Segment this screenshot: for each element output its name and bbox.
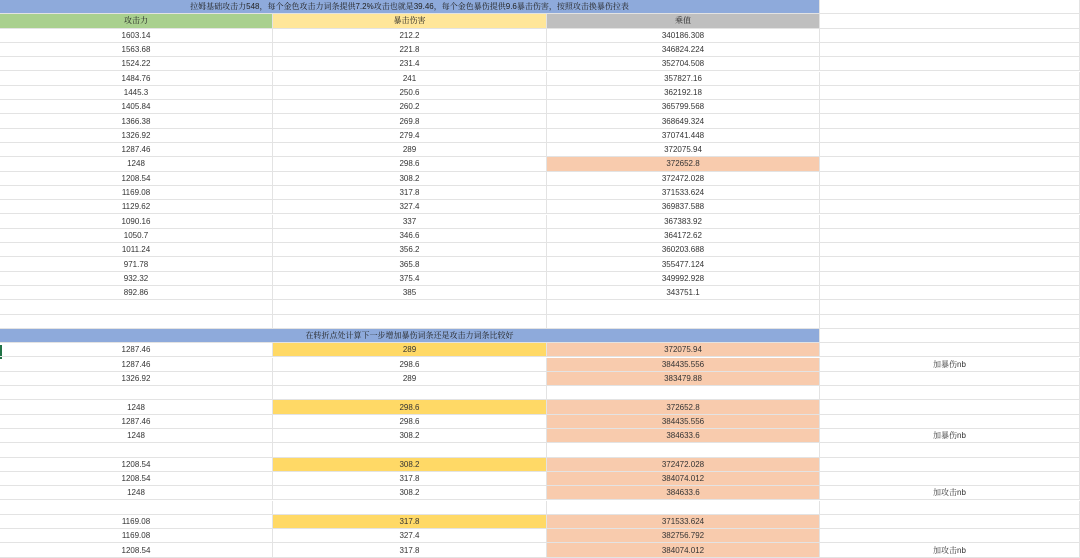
attack-cell[interactable]: 1563.68	[0, 43, 273, 56]
empty-cell[interactable]	[820, 458, 1080, 471]
table-row	[0, 129, 1080, 143]
empty-cell[interactable]	[0, 501, 273, 514]
empty-cell[interactable]	[820, 86, 1080, 99]
comparison-row	[0, 458, 1080, 472]
attack-cell[interactable]: 1169.08	[0, 515, 273, 528]
header-crit-damage[interactable]: 暴击伤害	[273, 14, 547, 27]
crit-damage-cell[interactable]: 308.2	[273, 429, 547, 442]
product-cell[interactable]: 340186.308	[547, 29, 820, 42]
spacer-row	[0, 386, 1080, 400]
table1-header-row	[0, 14, 1080, 28]
empty-cell[interactable]	[0, 443, 273, 456]
spacer-row	[0, 300, 1080, 314]
attack-cell[interactable]: 1011.24	[0, 243, 273, 256]
crit-damage-cell[interactable]: 298.6	[273, 358, 547, 371]
empty-cell[interactable]	[820, 43, 1080, 56]
crit-damage-cell[interactable]: 308.2	[273, 458, 547, 471]
product-cell[interactable]: 372472.028	[547, 172, 820, 185]
comparison-row	[0, 372, 1080, 386]
attack-cell[interactable]: 971.78	[0, 257, 273, 270]
attack-cell[interactable]: 1484.76	[0, 72, 273, 85]
empty-cell[interactable]	[820, 400, 1080, 413]
table-row	[0, 29, 1080, 43]
attack-cell[interactable]: 932.32	[0, 272, 273, 285]
product-cell[interactable]: 372075.94	[547, 143, 820, 156]
attack-cell[interactable]: 1248	[0, 429, 273, 442]
crit-damage-cell[interactable]: 327.4	[273, 200, 547, 213]
empty-cell[interactable]	[820, 0, 1080, 13]
crit-damage-cell[interactable]: 260.2	[273, 100, 547, 113]
crit-damage-cell[interactable]: 250.6	[273, 86, 547, 99]
crit-damage-cell[interactable]: 221.8	[273, 43, 547, 56]
product-cell[interactable]: 355477.124	[547, 257, 820, 270]
table-row	[0, 200, 1080, 214]
table-row	[0, 100, 1080, 114]
crit-damage-cell[interactable]: 365.8	[273, 257, 547, 270]
product-cell[interactable]: 384074.012	[547, 543, 820, 556]
empty-cell[interactable]	[820, 200, 1080, 213]
empty-cell[interactable]	[820, 257, 1080, 270]
table-row	[0, 272, 1080, 286]
attack-cell[interactable]: 1208.54	[0, 472, 273, 485]
table-row	[0, 157, 1080, 171]
comparison-row	[0, 486, 1080, 500]
product-cell[interactable]: 370741.448	[547, 129, 820, 142]
table1-title-row	[0, 0, 1080, 14]
empty-cell[interactable]	[820, 143, 1080, 156]
empty-cell[interactable]	[820, 343, 1080, 356]
table-row	[0, 114, 1080, 128]
crit-damage-cell[interactable]: 269.8	[273, 114, 547, 127]
verdict-note[interactable]: 加暴伤nb	[820, 429, 1080, 442]
empty-cell[interactable]	[820, 229, 1080, 242]
crit-damage-cell[interactable]: 356.2	[273, 243, 547, 256]
comparison-row	[0, 358, 1080, 372]
empty-cell[interactable]	[820, 315, 1080, 328]
empty-cell[interactable]	[820, 329, 1080, 342]
spacer-row	[0, 315, 1080, 329]
comparison-row	[0, 343, 1080, 357]
crit-damage-cell[interactable]: 317.8	[273, 543, 547, 556]
crit-damage-cell[interactable]: 317.8	[273, 472, 547, 485]
crit-damage-cell[interactable]: 317.8	[273, 515, 547, 528]
attack-cell[interactable]: 1326.92	[0, 372, 273, 385]
empty-cell[interactable]	[820, 243, 1080, 256]
empty-cell[interactable]	[820, 386, 1080, 399]
product-cell[interactable]: 384633.6	[547, 429, 820, 442]
product-cell[interactable]: 384435.556	[547, 358, 820, 371]
table2-title[interactable]: 在转折点处计算下一步增加暴伤词条还是攻击力词条比较好	[0, 329, 820, 342]
comparison-row	[0, 515, 1080, 529]
table2-title-row	[0, 329, 1080, 343]
empty-cell[interactable]	[820, 57, 1080, 70]
attack-cell[interactable]: 1405.84	[0, 100, 273, 113]
product-cell[interactable]: 362192.18	[547, 86, 820, 99]
empty-cell[interactable]	[820, 215, 1080, 228]
table-row	[0, 243, 1080, 257]
comparison-row	[0, 472, 1080, 486]
product-cell[interactable]: 383479.88	[547, 372, 820, 385]
product-cell[interactable]: 365799.568	[547, 100, 820, 113]
attack-cell[interactable]: 1208.54	[0, 172, 273, 185]
comparison-row	[0, 415, 1080, 429]
empty-cell[interactable]	[820, 415, 1080, 428]
attack-cell[interactable]: 1248	[0, 400, 273, 413]
product-cell[interactable]: 360203.688	[547, 243, 820, 256]
comparison-row	[0, 400, 1080, 414]
attack-cell[interactable]: 1366.38	[0, 114, 273, 127]
product-cell[interactable]: 382756.792	[547, 529, 820, 542]
empty-cell[interactable]	[273, 315, 547, 328]
spacer-row	[0, 501, 1080, 515]
table-row	[0, 86, 1080, 100]
attack-cell[interactable]: 1050.7	[0, 229, 273, 242]
attack-cell[interactable]: 1248	[0, 157, 273, 170]
product-cell[interactable]: 372075.94	[547, 343, 820, 356]
spacer-row	[0, 443, 1080, 457]
table-row	[0, 172, 1080, 186]
product-cell[interactable]: 369837.588	[547, 200, 820, 213]
empty-cell[interactable]	[0, 315, 273, 328]
crit-damage-cell[interactable]: 289	[273, 343, 547, 356]
empty-cell[interactable]	[273, 300, 547, 313]
empty-cell[interactable]	[820, 186, 1080, 199]
crit-damage-cell[interactable]: 212.2	[273, 29, 547, 42]
empty-cell[interactable]	[820, 29, 1080, 42]
empty-cell[interactable]	[820, 515, 1080, 528]
attack-cell[interactable]: 1090.16	[0, 215, 273, 228]
empty-cell[interactable]	[820, 272, 1080, 285]
attack-cell[interactable]: 1248	[0, 486, 273, 499]
empty-cell[interactable]	[820, 172, 1080, 185]
crit-damage-cell[interactable]: 375.4	[273, 272, 547, 285]
crit-damage-cell[interactable]: 298.6	[273, 415, 547, 428]
empty-cell[interactable]	[820, 14, 1080, 27]
table-row	[0, 72, 1080, 86]
comparison-row	[0, 529, 1080, 543]
verdict-note[interactable]: 加攻击nb	[820, 543, 1080, 556]
empty-cell[interactable]	[820, 529, 1080, 542]
crit-damage-cell[interactable]: 298.6	[273, 400, 547, 413]
crit-damage-cell[interactable]: 327.4	[273, 529, 547, 542]
table-row	[0, 186, 1080, 200]
table-row	[0, 57, 1080, 71]
product-cell[interactable]: 371533.624	[547, 515, 820, 528]
table-row	[0, 229, 1080, 243]
table-row	[0, 215, 1080, 229]
product-cell[interactable]: 357827.16	[547, 72, 820, 85]
empty-cell[interactable]	[820, 472, 1080, 485]
product-cell[interactable]: 368649.324	[547, 114, 820, 127]
product-cell[interactable]: 372652.8	[547, 400, 820, 413]
header-attack[interactable]: 攻击力	[0, 14, 273, 27]
table1-title[interactable]: 拉姆基础攻击力548，每个金色攻击力词条提供7.2%攻击也就是39.46，每个金色暴伤提供9.6暴击伤害，按照攻击换暴伤拉表	[0, 0, 820, 13]
crit-damage-cell[interactable]: 317.8	[273, 186, 547, 199]
product-cell[interactable]: 371533.624	[547, 186, 820, 199]
comparison-row	[0, 429, 1080, 443]
table-row	[0, 286, 1080, 300]
attack-cell[interactable]: 1208.54	[0, 543, 273, 556]
empty-cell[interactable]	[820, 443, 1080, 456]
empty-cell[interactable]	[273, 443, 547, 456]
attack-cell[interactable]: 1445.3	[0, 86, 273, 99]
empty-cell[interactable]	[547, 315, 820, 328]
product-cell[interactable]: 343751.1	[547, 286, 820, 299]
crit-damage-cell[interactable]: 385	[273, 286, 547, 299]
empty-cell[interactable]	[547, 300, 820, 313]
crit-damage-cell[interactable]: 289	[273, 143, 547, 156]
empty-cell[interactable]	[820, 100, 1080, 113]
empty-cell[interactable]	[0, 300, 273, 313]
verdict-note[interactable]: 加攻击nb	[820, 486, 1080, 499]
empty-cell[interactable]	[820, 286, 1080, 299]
verdict-note[interactable]: 加暴伤nb	[820, 358, 1080, 371]
table-row	[0, 43, 1080, 57]
product-cell[interactable]: 372472.028	[547, 458, 820, 471]
empty-cell[interactable]	[820, 157, 1080, 170]
crit-damage-cell[interactable]: 346.6	[273, 229, 547, 242]
empty-cell[interactable]	[547, 443, 820, 456]
empty-cell[interactable]	[820, 114, 1080, 127]
product-cell[interactable]: 372652.8	[547, 157, 820, 170]
product-cell[interactable]: 384435.556	[547, 415, 820, 428]
attack-cell[interactable]: 1326.92	[0, 129, 273, 142]
attack-cell[interactable]: 1287.46	[0, 143, 273, 156]
attack-cell[interactable]: 1208.54	[0, 458, 273, 471]
product-cell[interactable]: 364172.62	[547, 229, 820, 242]
table-row	[0, 257, 1080, 271]
product-cell[interactable]: 346824.224	[547, 43, 820, 56]
crit-damage-cell[interactable]: 231.4	[273, 57, 547, 70]
attack-cell[interactable]: 1287.46	[0, 358, 273, 371]
attack-cell[interactable]: 1287.46	[0, 415, 273, 428]
attack-cell[interactable]: 1169.08	[0, 529, 273, 542]
empty-cell[interactable]	[820, 300, 1080, 313]
empty-cell[interactable]	[547, 386, 820, 399]
empty-cell[interactable]	[273, 386, 547, 399]
empty-cell[interactable]	[820, 72, 1080, 85]
attack-cell[interactable]: 1129.62	[0, 200, 273, 213]
attack-cell[interactable]: 892.86	[0, 286, 273, 299]
attack-cell[interactable]: 1169.08	[0, 186, 273, 199]
empty-cell[interactable]	[820, 501, 1080, 514]
crit-damage-cell[interactable]: 308.2	[273, 486, 547, 499]
crit-damage-cell[interactable]: 241	[273, 72, 547, 85]
attack-cell[interactable]: 1524.22	[0, 57, 273, 70]
crit-damage-cell[interactable]: 289	[273, 372, 547, 385]
empty-cell[interactable]	[820, 372, 1080, 385]
empty-cell[interactable]	[273, 501, 547, 514]
product-cell[interactable]: 384633.6	[547, 486, 820, 499]
product-cell[interactable]: 349992.928	[547, 272, 820, 285]
crit-damage-cell[interactable]: 298.6	[273, 157, 547, 170]
empty-cell[interactable]	[820, 129, 1080, 142]
crit-damage-cell[interactable]: 279.4	[273, 129, 547, 142]
empty-cell[interactable]	[0, 386, 273, 399]
product-cell[interactable]: 384074.012	[547, 472, 820, 485]
crit-damage-cell[interactable]: 308.2	[273, 172, 547, 185]
header-product[interactable]: 乘值	[547, 14, 820, 27]
comparison-row	[0, 543, 1080, 557]
table-row	[0, 143, 1080, 157]
empty-cell[interactable]	[547, 501, 820, 514]
attack-cell[interactable]: 1603.14	[0, 29, 273, 42]
crit-damage-cell[interactable]: 337	[273, 215, 547, 228]
product-cell[interactable]: 352704.508	[547, 57, 820, 70]
attack-cell[interactable]: 1287.46	[0, 343, 273, 356]
product-cell[interactable]: 367383.92	[547, 215, 820, 228]
